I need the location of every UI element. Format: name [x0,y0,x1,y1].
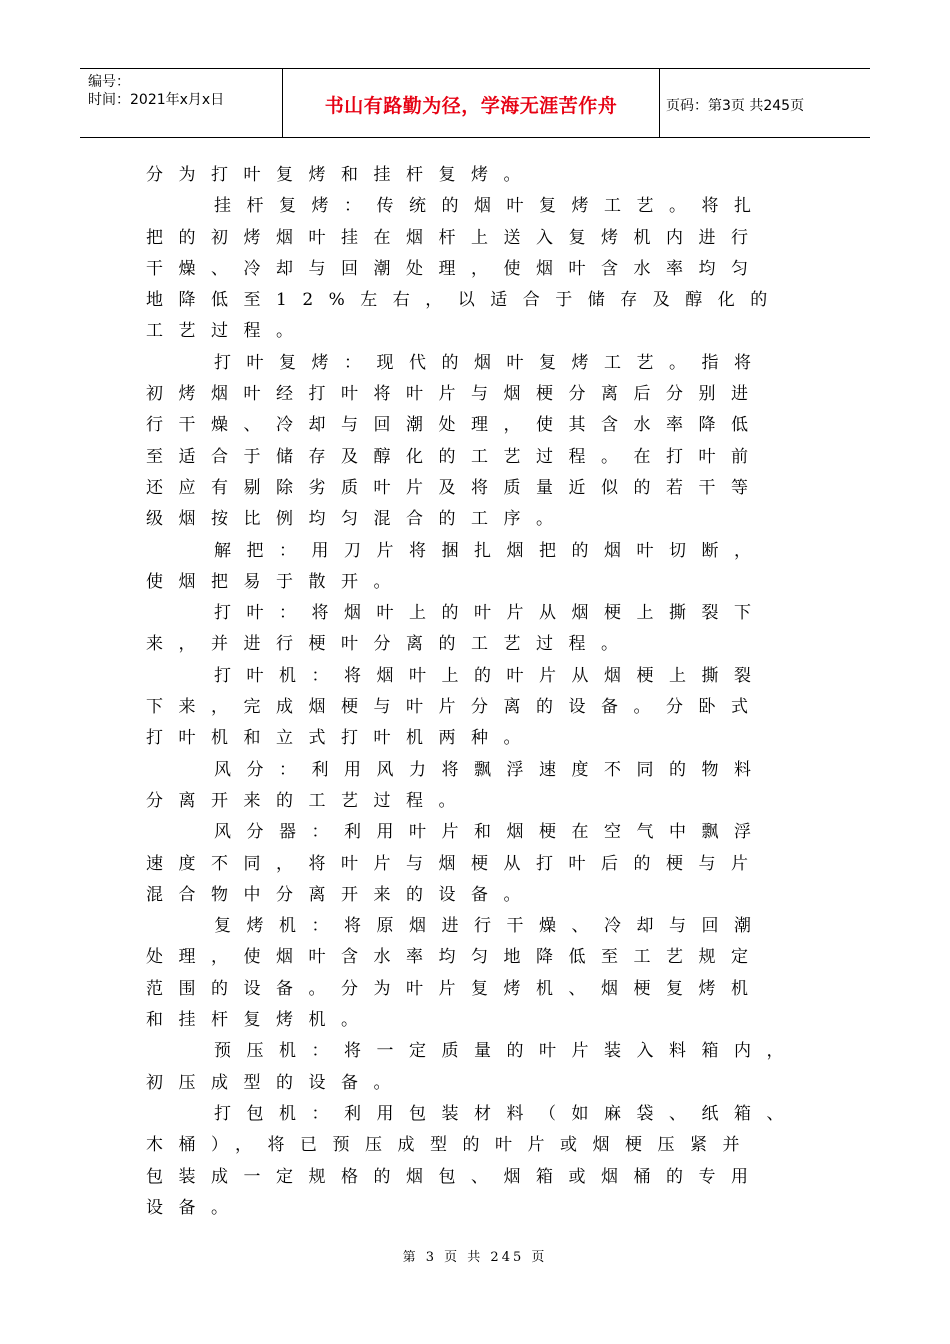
body-line: 打包机：利用包装材料（如麻袋、纸箱、 [214,1103,799,1124]
body-line: 混合物中分离开来的设备。 [146,884,536,905]
body-line: 挂杆复烤：传统的烟叶复烤工艺。将扎 [214,196,767,217]
body-line: 处理，使烟叶含水率均匀地降低至工艺规定 [146,947,764,968]
body-line: 还应有剔除劣质叶片及将质量近似的若干等 [146,477,764,498]
body-line: 来，并进行梗叶分离的工艺过程。 [146,634,634,655]
document-body [146,160,806,1224]
body-line: 风分器：利用叶片和烟梗在空气中飘浮 [214,822,767,843]
header-page-label: 页码：第3页 共245页 [666,98,805,114]
doc-number-label: 编号： [88,74,130,90]
body-line: 至适合于储存及醇化的工艺过程。在打叶前 [146,446,764,467]
body-line: 包装成一定规格的烟包、烟箱或烟桶的专用 [146,1166,764,1187]
header-motto-cell [282,69,660,137]
body-line: 初烤烟叶经打叶将叶片与烟梗分离后分别进 [146,384,764,405]
body-line: 行干燥、冷却与回潮处理，使其含水率降低 [146,415,764,436]
body-line: 复烤机：将原烟进行干燥、冷却与回潮 [214,916,767,937]
page-footer: 第 3 页 共 245 页 [402,1250,548,1265]
body-line: 分离开来的工艺过程。 [146,790,471,811]
body-line: 把的初烤烟叶挂在烟杆上送入复烤机内进行 [146,227,764,248]
header-meta [80,69,282,137]
body-line: 风分：利用风力将飘浮速度不同的物料 [214,759,767,780]
body-line: 级烟按比例均匀混合的工序。 [146,509,569,530]
body-line: 干燥、冷却与回潮处理，使烟叶含水率均匀 [146,258,764,279]
body-line: 工艺过程。 [146,321,309,342]
header-page-cell [660,69,870,137]
body-line: 打叶复烤：现代的烟叶复烤工艺。指将 [214,352,767,373]
date-label: 时间：2021年x月x日 [88,92,225,108]
body-line: 打叶机：将烟叶上的叶片从烟梗上撕裂 [214,665,767,686]
body-line: 使烟把易于散开。 [146,571,406,592]
body-line: 初压成型的设备。 [146,1072,406,1093]
motto-text: 书山有路勤为径，学海无涯苦作舟 [324,95,618,117]
body-line: 设备。 [146,1197,244,1218]
body-line: 木桶），将已预压成型的叶片或烟梗压紧并 [146,1135,755,1156]
body-line: 下来，完成烟梗与叶片分离的设备。分卧式 [146,697,764,718]
body-line: 地降低至12%左右，以适合于储存及醇化的 [146,290,783,311]
page-header [80,68,870,138]
body-line: 预压机：将一定质量的叶片装入料箱内， [214,1041,799,1062]
body-line: 范围的设备。分为叶片复烤机、烟梗复烤机 [146,978,764,999]
body-line: 打叶机和立式打叶机两种。 [146,728,536,749]
body-line: 速度不同，将叶片与烟梗从打叶后的梗与片 [146,853,764,874]
body-line: 和挂杆复烤机。 [146,1010,374,1031]
body-line: 解把：用刀片将捆扎烟把的烟叶切断， [214,540,767,561]
body-line: 分为打叶复烤和挂杆复烤。 [146,165,536,185]
body-line: 打叶：将烟叶上的叶片从烟梗上撕裂下 [214,603,767,624]
